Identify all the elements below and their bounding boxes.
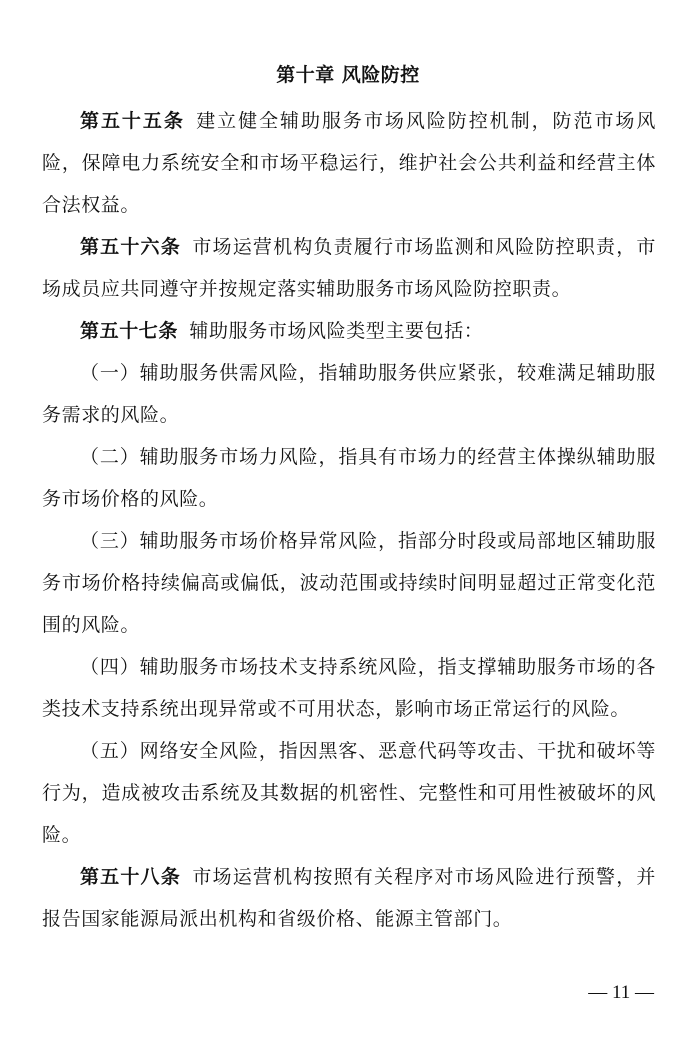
article-57 [42,310,656,352]
risk-item-text: （三）辅助服务市场价格异常风险，指部分时段或局部地区辅助服务市场价格持续偏高或偏低，波动范围或持续时间明显超过正常变化范围的风险。 [42,530,656,636]
chapter-title: 第十章 风险防控 [276,64,420,86]
article-58 [42,856,656,940]
article-number: 第五十八条 [80,866,181,888]
document-body [42,100,656,940]
article-number: 第五十七条 [80,320,179,342]
article-56 [42,226,656,310]
article-55 [42,100,656,226]
risk-item-text: （四）辅助服务市场技术支持系统风险，指支撑辅助服务市场的各类技术支持系统出现异常或不可用状态，影响市场正常运行的风险。 [42,656,656,720]
risk-item-3 [42,520,656,646]
page-number: — 11 — [588,982,654,1003]
article-text: 建立健全辅助服务市场风险防控机制，防范市场风险，保障电力系统安全和市场平稳运行，维护社会公共利益和经营主体合法权益。 [42,110,656,216]
risk-item-2 [42,436,656,520]
article-text: 市场运营机构负责履行市场监测和风险防控职责，市场成员应共同遵守并按规定落实辅助服务市场风险防控职责。 [42,236,656,300]
article-text: 市场运营机构按照有关程序对市场风险进行预警，并报告国家能源局派出机构和省级价格、能源主管部门。 [42,866,656,930]
article-text: 辅助服务市场风险类型主要包括： [189,320,484,342]
risk-item-5 [42,730,656,856]
risk-item-text: （五）网络安全风险，指因黑客、恶意代码等攻击、干扰和破坏等行为，造成被攻击系统及其数据的机密性、完整性和可用性被破坏的风险。 [42,740,656,846]
article-number: 第五十六条 [80,236,181,258]
article-number: 第五十五条 [80,110,185,132]
risk-item-text: （一）辅助服务供需风险，指辅助服务供应紧张，较难满足辅助服务需求的风险。 [42,362,656,426]
risk-item-4 [42,646,656,730]
risk-item-1 [42,352,656,436]
risk-item-text: （二）辅助服务市场力风险，指具有市场力的经营主体操纵辅助服务市场价格的风险。 [42,446,656,510]
